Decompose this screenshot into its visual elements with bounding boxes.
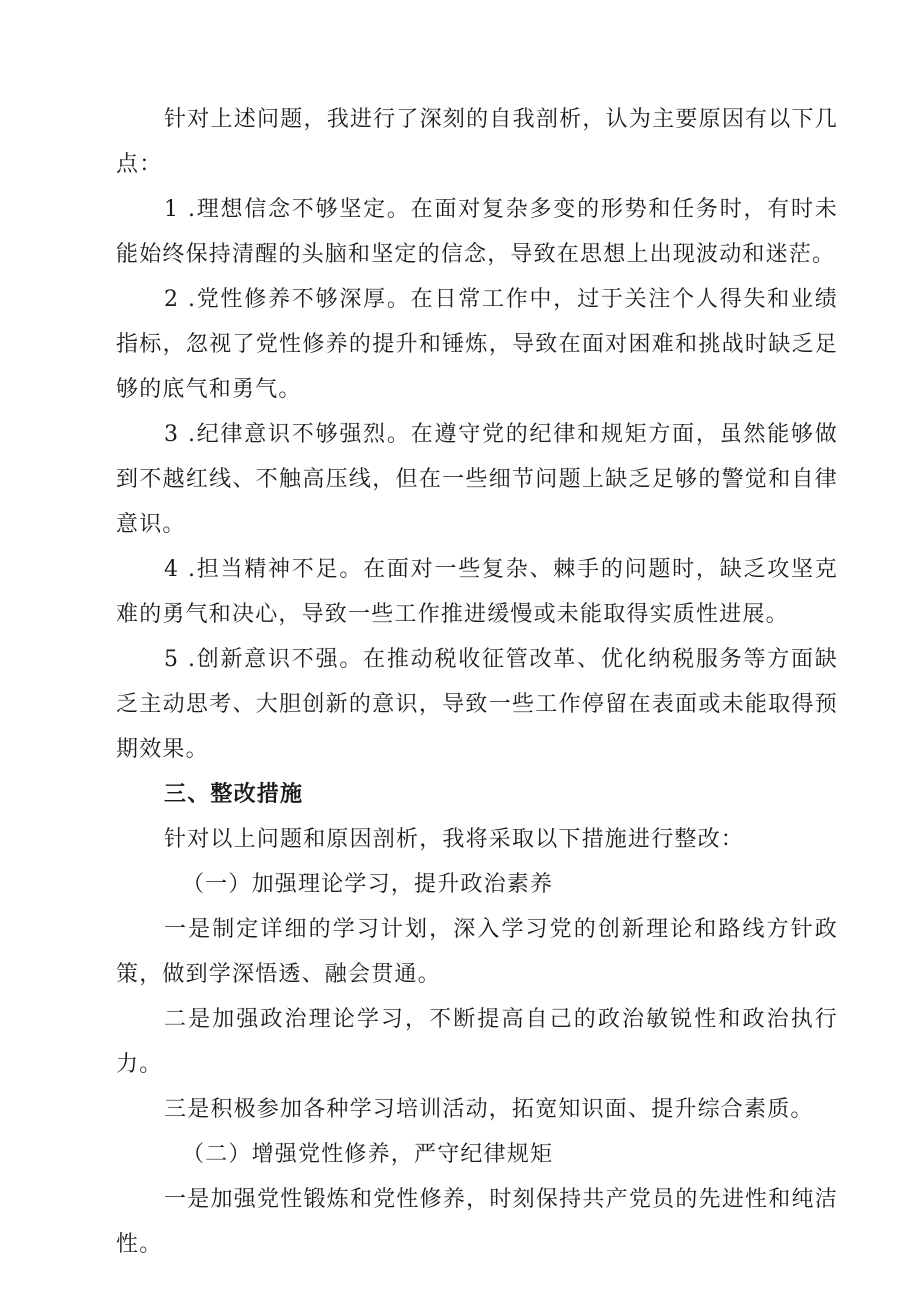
document-body: [116, 97, 838, 1267]
paragraph-analysis-intro: 针对上述问题，我进行了深刻的自我剖析，认为主要原因有以下几点：: [116, 107, 838, 177]
subheading-theory-study: （一）加强理论学习，提升政治素养: [182, 872, 554, 897]
list-item-theory-2: 二是加强政治理论学习，不断提高自己的政治敏锐性和政治执行力。: [116, 1007, 838, 1077]
paragraph-cause-5: 5 .创新意识不强。在推动税收征管改革、优化纳税服务等方面缺乏主动思考、大胆创新的意识，导致一些工作停留在表面或未能取得预期效果。: [116, 647, 838, 762]
section-heading-rectification: 三、整改措施: [164, 782, 304, 807]
paragraph-rectification-intro: 针对以上问题和原因剖析，我将采取以下措施进行整改：: [164, 827, 745, 852]
subheading-party-spirit: （二）增强党性修养，严守纪律规矩: [182, 1142, 554, 1167]
paragraph-cause-3: 3 .纪律意识不够强烈。在遵守党的纪律和规矩方面，虽然能够做到不越红线、不触高压线，但在一些细节问题上缺乏足够的警觉和自律意识。: [116, 422, 838, 537]
paragraph-cause-4: 4 .担当精神不足。在面对一些复杂、棘手的问题时，缺乏攻坚克难的勇气和决心，导致一些工作推进缓慢或未能取得实质性进展。: [116, 557, 838, 627]
list-item-theory-3: 三是积极参加各种学习培训活动，拓宽知识面、提升综合素质。: [164, 1097, 814, 1122]
paragraph-cause-2: 2 .党性修养不够深厚。在日常工作中，过于关注个人得失和业绩指标，忽视了党性修养的提升和锤炼，导致在面对困难和挑战时缺乏足够的底气和勇气。: [116, 287, 838, 402]
paragraph-cause-1: 1 .理想信念不够坚定。在面对复杂多变的形势和任务时，有时未能始终保持清醒的头脑和坚定的信念，导致在思想上出现波动和迷茫。: [116, 197, 838, 267]
list-item-theory-1: 一是制定详细的学习计划，深入学习党的创新理论和路线方针政策，做到学深悟透、融会贯通。: [116, 917, 838, 987]
list-item-party-1: 一是加强党性锻炼和党性修养，时刻保持共产党员的先进性和纯洁性。: [116, 1187, 838, 1257]
